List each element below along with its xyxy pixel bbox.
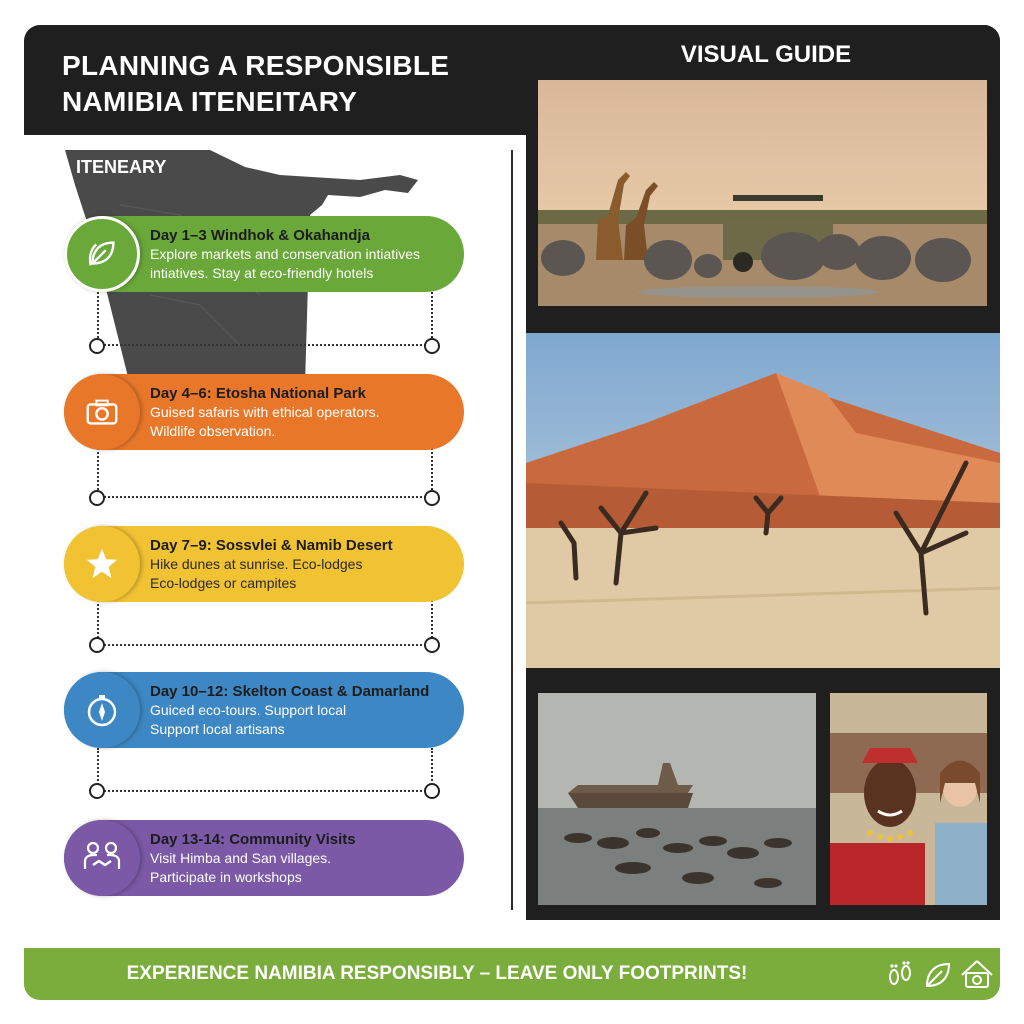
itinerary-item-sossusvlei[interactable] bbox=[64, 526, 464, 602]
item-title: Day 7–9: Sossvlei & Namib Desert bbox=[150, 537, 393, 554]
connector-3 bbox=[97, 600, 433, 646]
star-icon bbox=[83, 545, 121, 583]
icon-badge bbox=[64, 526, 140, 602]
item-desc-1: Hike dunes at sunrise. Eco-lodges bbox=[150, 556, 363, 572]
item-desc-2: intiatives. Stay at eco-friendly hotels bbox=[150, 265, 374, 281]
camera-icon bbox=[83, 393, 121, 431]
map-label: ITENEARY bbox=[76, 157, 167, 177]
panel-divider bbox=[511, 150, 513, 910]
page-title bbox=[62, 48, 502, 120]
handshake-icon bbox=[81, 837, 123, 879]
photo-skeleton-coast-shipwreck bbox=[538, 693, 816, 905]
itinerary-item-community[interactable] bbox=[64, 820, 464, 896]
item-title: Day 1–3 Windhok & Okahandja bbox=[150, 227, 370, 244]
leaf-icon bbox=[83, 235, 121, 273]
item-title: Day 13-14: Community Visits bbox=[150, 831, 356, 848]
item-desc-1: Guiced eco-tours. Support local bbox=[150, 702, 347, 718]
itinerary-item-windhoek[interactable] bbox=[64, 216, 464, 292]
item-desc-2: Wildlife observation. bbox=[150, 423, 276, 439]
icon-badge bbox=[64, 374, 140, 450]
item-desc-2: Support local artisans bbox=[150, 721, 285, 737]
visual-guide-heading: VISUAL GUIDE bbox=[680, 41, 852, 68]
photo-safari-elephants-giraffes bbox=[538, 80, 987, 306]
item-desc-1: Guised safaris with ethical operators. bbox=[150, 404, 380, 420]
icon-badge bbox=[64, 216, 140, 292]
item-title: Day 10–12: Skelton Coast & Damarland bbox=[150, 683, 430, 700]
icon-badge bbox=[64, 820, 140, 896]
item-desc-2: Eco-lodges or campites bbox=[150, 575, 297, 591]
item-desc-1: Explore markets and conservation intiatives bbox=[150, 246, 421, 262]
itinerary-item-skeleton-coast[interactable] bbox=[64, 672, 464, 748]
connector-dot bbox=[424, 783, 440, 799]
connector-1 bbox=[97, 292, 433, 346]
connector-dot bbox=[89, 490, 105, 506]
footprints-icon bbox=[884, 959, 916, 991]
connector-dot bbox=[424, 338, 440, 354]
item-desc-1: Visit Himba and San villages. bbox=[150, 850, 332, 866]
title-line-1: PLANNING A RESPONSIBLE bbox=[62, 50, 450, 81]
item-desc-2: Participate in workshops bbox=[150, 869, 302, 885]
title-line-2: NAMIBIA ITENEITARY bbox=[62, 86, 358, 117]
connector-dot bbox=[424, 637, 440, 653]
connector-dot bbox=[89, 637, 105, 653]
camera-icon bbox=[960, 959, 994, 991]
connector-4 bbox=[97, 748, 433, 792]
connector-2 bbox=[97, 448, 433, 498]
itinerary-item-etosha[interactable] bbox=[64, 374, 464, 450]
photo-community-portrait bbox=[830, 693, 987, 905]
leaf-icon bbox=[922, 959, 954, 991]
connector-dot bbox=[89, 783, 105, 799]
icon-badge bbox=[64, 672, 140, 748]
photo-sossusvlei-dunes bbox=[526, 333, 1000, 668]
compass-icon bbox=[82, 690, 122, 730]
footer-slogan: EXPERIENCE NAMIBIA RESPONSIBLY – LEAVE ONLY FOOTPRINTS! bbox=[126, 963, 748, 984]
footer-icons bbox=[884, 958, 994, 992]
item-title: Day 4–6: Etosha National Park bbox=[150, 385, 366, 402]
connector-dot bbox=[424, 490, 440, 506]
connector-dot bbox=[89, 338, 105, 354]
